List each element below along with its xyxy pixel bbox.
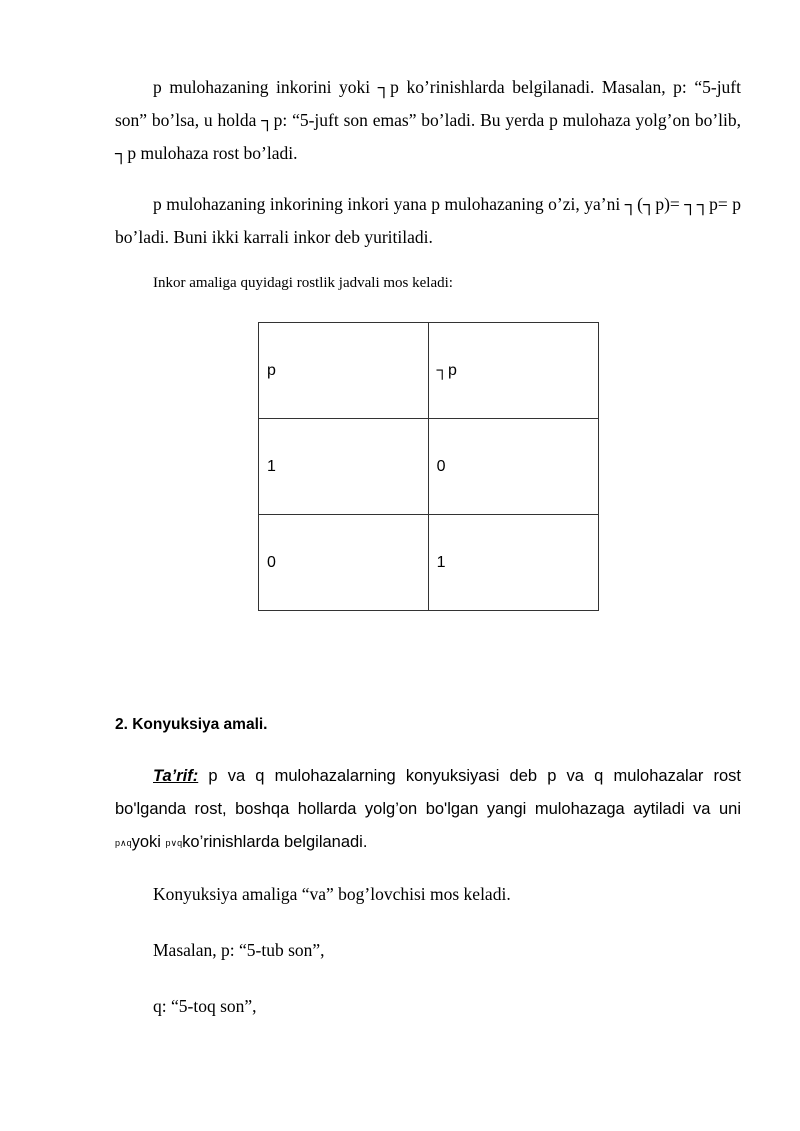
negation-truth-table bbox=[258, 322, 599, 611]
table-row bbox=[259, 515, 599, 611]
truth-table-intro: Inkor amaliga quyidagi rostlik jadvali mos keladi: bbox=[153, 275, 453, 291]
paragraph-negation-notation: p mulohazaning inkorini yoki ┐p ko’rinishlarda belgilanadi. Masalan, p: “5-juft son” bo’lsa, u holda ┐p: “5-juft son emas” bo’ladi. Bu yerda p mulohaza yolg’on bo’lib, ┐p mulohaza rost bo’ladi. bbox=[115, 77, 741, 163]
definition-text: p va q mulohazalarning konyuksiyasi deb p va q mulohazalar rost bo'lganda rost, boshqa hollarda yolg’on bo'lgan yangi mulohazaga aytiladi va uni bbox=[115, 767, 741, 818]
table-cell: 1 bbox=[428, 515, 598, 611]
table-cell: 0 bbox=[259, 515, 429, 611]
table-row bbox=[259, 419, 599, 515]
paragraph-double-negation: p mulohazaning inkorining inkori yana p mulohazaning o’zi, ya’ni ┐(┐p)= ┐┐p= p bo’ladi. Buni ikki karrali inkor deb yuritiladi. bbox=[115, 194, 741, 247]
section-heading: 2. Konyuksiya amali. bbox=[115, 716, 268, 733]
alternative-symbol: p∨q bbox=[165, 838, 183, 848]
example-q-line: q: “5-toq son”, bbox=[153, 996, 257, 1016]
definition-term: Ta’rif: bbox=[153, 767, 199, 785]
definition-end: ko’rinishlarda belgilanadi. bbox=[182, 833, 368, 851]
table-header-cell: ┐p bbox=[428, 323, 598, 419]
conjunction-connective-line: Konyuksiya amaliga “va” bog’lovchisi mos keladi. bbox=[153, 884, 511, 904]
table-cell: 1 bbox=[259, 419, 429, 515]
conjunction-symbol: p∧q bbox=[115, 838, 132, 848]
table-header-row bbox=[259, 323, 599, 419]
example-p-line: Masalan, p: “5-tub son”, bbox=[153, 940, 325, 960]
table-header-cell: p bbox=[259, 323, 429, 419]
table-cell: 0 bbox=[428, 419, 598, 515]
definition-mid: yoki bbox=[131, 833, 166, 851]
definition-paragraph bbox=[115, 760, 741, 860]
